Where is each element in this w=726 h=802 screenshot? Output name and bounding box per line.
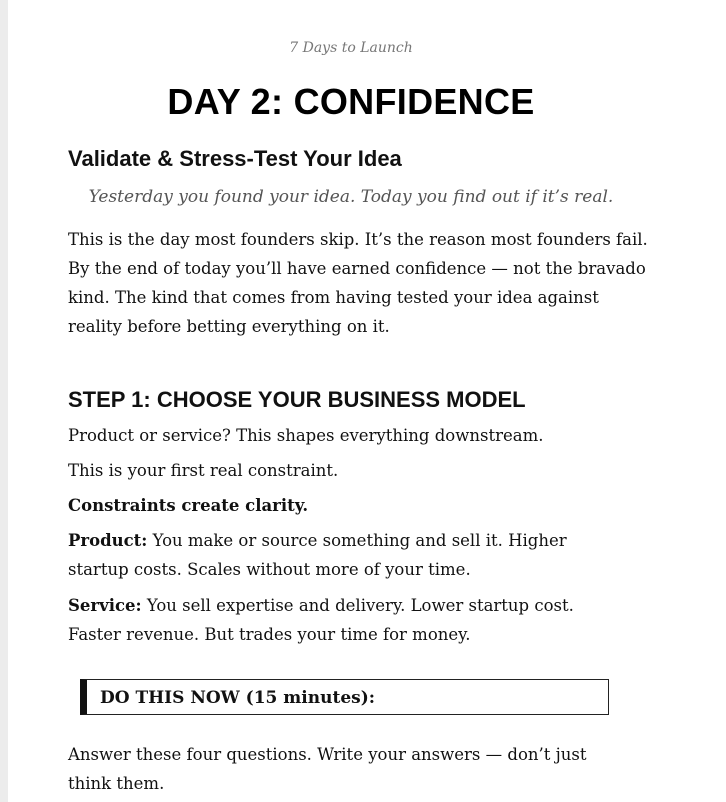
- product-description: You make or source something and sell it. Higher startup costs. Scales without more of your time.: [68, 531, 567, 579]
- callout-text: DO THIS NOW (15 minutes):: [100, 688, 376, 708]
- page-edge-shadow: [0, 0, 8, 802]
- service-paragraph: [68, 591, 628, 649]
- service-description: You sell expertise and delivery. Lower startup cost. Faster revenue. But trades your time for money.: [68, 596, 574, 644]
- service-label: Service:: [68, 596, 142, 615]
- chapter-title: DAY 2: CONFIDENCE: [167, 81, 535, 122]
- intro-paragraph: This is the day most founders skip. It’s the reason most founders fail. By the end of today you’ll have earned confidence — not the bravado kind. The kind that comes from having tested your idea against reality before betting everything on it.: [68, 230, 648, 336]
- chapter-tagline: Yesterday you found your idea. Today you find out if it’s real.: [88, 187, 614, 207]
- clarity-paragraph: Constraints create clarity.: [68, 496, 309, 515]
- chapter-subtitle: Validate & Stress-Test Your Idea: [68, 146, 402, 171]
- do-this-now-callout: [80, 679, 609, 715]
- constraint-paragraph: This is your first real constraint.: [68, 461, 339, 480]
- instructions-paragraph: Answer these four questions. Write your answers — don’t just think them.: [68, 745, 587, 793]
- running-header: 7 Days to Launch: [289, 40, 413, 56]
- product-label: Product:: [68, 531, 148, 550]
- product-paragraph: [68, 526, 628, 584]
- step-1-heading: STEP 1: CHOOSE YOUR BUSINESS MODEL: [68, 387, 526, 412]
- business-model-paragraph: Product or service? This shapes everything downstream.: [68, 426, 544, 445]
